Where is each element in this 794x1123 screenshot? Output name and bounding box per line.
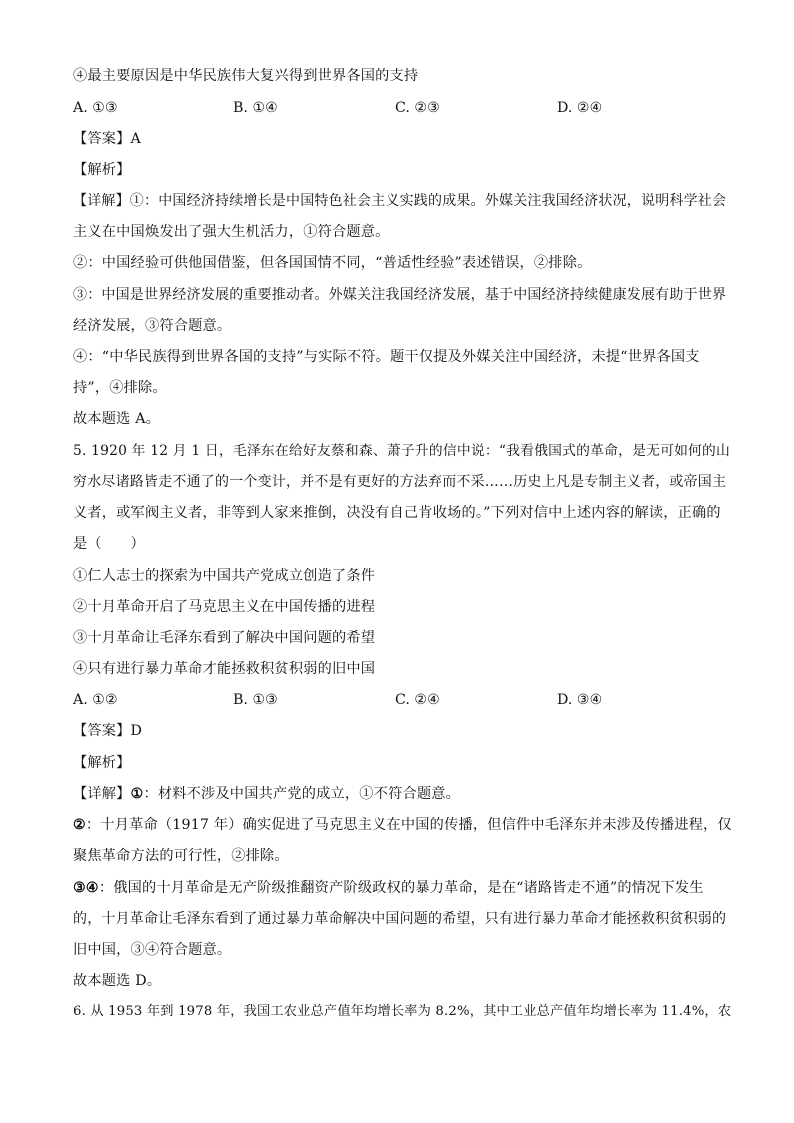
q5-options	[73, 690, 733, 710]
q4-detail-line: 持”，④排除。	[73, 380, 167, 396]
q5-stem-line: 义者，或军阀主义者，非等到人家来推倒，决没有自己肯收场的。”下列对信中上述内容的解读，正确的	[73, 505, 721, 521]
detail-mark: ②	[73, 817, 86, 833]
q5-option-c: C. ②④	[395, 692, 440, 708]
detail-text: ：十月革命（1917 年）确实促进了马克思主义在中国的传播，但信件中毛泽东并未涉及传播进程，仅	[85, 817, 732, 833]
q5-detail-line	[73, 784, 734, 804]
q5-stem-line: 5. 1920 年 12 月 1 日，毛泽东在给好友蔡和森、萧子升的信中说：“我看俄国式的革命，是无可如何的山	[73, 443, 731, 459]
q4-statement-4: ④最主要原因是中华民族伟大复兴得到世界各国的支持	[73, 68, 419, 84]
q4-options	[73, 98, 733, 118]
detail-text: ：俄国的十月革命是无产阶级推翻资产阶级政权的暴力革命，是在“诸路皆走不通”的情况下发生	[98, 880, 704, 896]
q5-statement-2: ②十月革命开启了马克思主义在中国传播的进程	[73, 599, 376, 615]
q4-answer: 【答案】A	[73, 131, 141, 147]
q4-detail-line: 经济发展，③符合题意。	[73, 318, 232, 334]
q5-answer: 【答案】D	[73, 723, 143, 739]
q4-detail-line: 主义在中国焕发出了强大生机活力，①符合题意。	[73, 224, 390, 240]
q4-analysis-label: 【解析】	[73, 162, 131, 178]
q5-option-a: A. ①②	[73, 692, 118, 708]
q5-statement-1: ①仁人志士的探索为中国共产党成立创造了条件	[73, 568, 376, 584]
q5-conclusion: 故本题选 D。	[73, 973, 162, 989]
detail-head: 【详解】	[73, 786, 131, 802]
q4-detail-line: ④：“中华民族得到世界各国的支持”与实际不符。题干仅提及外媒关注中国经济，未提“世界各国支	[73, 349, 700, 365]
q5-option-d: D. ③④	[557, 692, 603, 708]
q5-option-b: B. ①③	[233, 692, 278, 708]
q4-option-b: B. ①④	[233, 100, 278, 116]
detail-text: ：材料不涉及中国共产党的成立，①不符合题意。	[143, 786, 461, 802]
q5-detail-line: 的，十月革命让毛泽东看到了通过暴力革命解决中国问题的希望，只有进行暴力革命才能拯救积贫积弱的	[73, 911, 727, 927]
q5-analysis-label: 【解析】	[73, 755, 131, 771]
q4-detail-line: ③：中国是世界经济发展的重要推动者。外媒关注我国经济发展，基于中国经济持续健康发展有助于世界	[73, 287, 727, 303]
q6-stem-line: 6. 从 1953 年到 1978 年，我国工农业总产值年均增长率为 8.2%，其中工业总产值年均增长率为 11.4%，农	[73, 1004, 732, 1019]
q5-statement-4: ④只有进行暴力革命才能拯救积贫积弱的旧中国	[73, 661, 376, 677]
q5-detail-line: 旧中国，③④符合题意。	[73, 942, 232, 958]
q5-stem-line: 穷水尽诸路皆走不通了的一个变计，并不是有更好的方法弃而不采……历史上凡是专制主义者，或帝国主	[73, 474, 727, 490]
q5-detail-line	[73, 878, 734, 898]
q4-option-a: A. ①③	[73, 100, 118, 116]
q4-option-d: D. ②④	[557, 100, 603, 116]
q4-detail-line: ②：中国经验可供他国借鉴，但各国国情不同，“普适性经验”表述错误，②排除。	[73, 255, 592, 271]
q5-detail-line: 聚焦革命方法的可行性，②排除。	[73, 848, 289, 864]
q5-stem-line: 是（ ）	[73, 536, 145, 552]
detail-mark: ③④	[73, 880, 99, 896]
q4-detail-line: 【详解】①：中国经济持续增长是中国特色社会主义实践的成果。外媒关注我国经济状况，说明科学社会	[73, 193, 727, 209]
q5-statement-3: ③十月革命让毛泽东看到了解决中国问题的希望	[73, 630, 376, 646]
q4-option-c: C. ②③	[395, 100, 440, 116]
detail-mark: ①	[130, 786, 144, 802]
q4-conclusion: 故本题选 A。	[73, 411, 161, 427]
q5-detail-line	[73, 815, 734, 835]
